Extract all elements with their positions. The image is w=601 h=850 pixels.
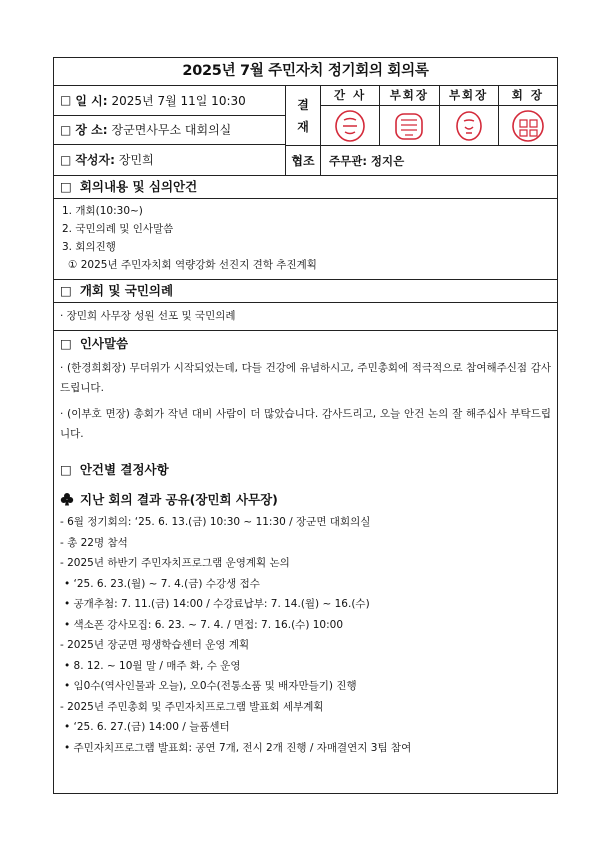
club-icon bbox=[60, 492, 74, 506]
greeting-item: · (이부호 면장) 총회가 작년 대비 사람이 더 많았습니다. 감사드리고, 오늘 안건 논의 잘 해주십사 부탁드립니다. bbox=[60, 408, 551, 440]
greeting-body bbox=[54, 358, 557, 444]
document-title: 2025년 7월 주민자치 정기회의 회의록 bbox=[54, 58, 557, 86]
agenda-heading-text: 회의내용 및 심의안건 bbox=[79, 179, 198, 194]
approval-table bbox=[286, 86, 557, 146]
agenda-item: 1. 개회(10:30~) bbox=[62, 205, 143, 217]
approver-role: 회 장 bbox=[499, 86, 557, 106]
decision-line: - 2025년 하반기 주민자치프로그램 운영계획 논의 bbox=[60, 557, 290, 569]
agenda-list bbox=[54, 199, 557, 280]
approver-role: 부회장 bbox=[440, 86, 498, 106]
opening-heading-text: 개회 및 국민의례 bbox=[79, 283, 174, 298]
meta-info bbox=[54, 86, 286, 175]
greeting-heading bbox=[54, 333, 557, 355]
decision-line: • 주민자치프로그램 발표회: 공연 7개, 전시 2개 진행 / 자매결연지 3팀 참여 bbox=[64, 741, 412, 754]
date-label: 일 시: bbox=[75, 93, 108, 108]
cooperation-row bbox=[286, 146, 557, 175]
author-value: 장민희 bbox=[118, 153, 154, 168]
decision-line: • ‘25. 6. 23.(월) ~ 7. 4.(금) 수강생 접수 bbox=[64, 577, 260, 590]
checkbox-glyph: □ bbox=[60, 283, 72, 298]
checkbox-glyph: □ bbox=[60, 179, 72, 194]
seal-stamp bbox=[499, 106, 557, 145]
cooperation-label: 협조 bbox=[286, 146, 321, 175]
decision-line: - 6월 정기회의: ‘25. 6. 13.(금) 10:30 ~ 11:30 / 장군면 대회의실 bbox=[60, 516, 371, 528]
author-label: 작성자: bbox=[75, 153, 115, 168]
opening-line: · 장민희 사무장 성원 선포 및 국민의례 bbox=[54, 303, 557, 331]
approver-role: 간 사 bbox=[321, 86, 379, 106]
decision-line: • ‘25. 6. 27.(금) 14:00 / 늘품센터 bbox=[64, 721, 230, 733]
approver-vice-2 bbox=[440, 86, 499, 145]
decisions-heading bbox=[54, 460, 557, 478]
approver-secretary bbox=[321, 86, 380, 145]
decision-line: • 8. 12. ~ 10월 말 / 매주 화, 수 운영 bbox=[64, 659, 241, 672]
checkbox-glyph: □ bbox=[60, 93, 72, 108]
place-value: 장군면사무소 대회의실 bbox=[111, 123, 232, 138]
decision-line: - 2025년 주민총회 및 주민자치프로그램 발표회 세부계획 bbox=[60, 700, 324, 713]
greeting-heading-text: 인사말씀 bbox=[79, 336, 129, 351]
agenda-item: 2. 국민의례 및 인사말씀 bbox=[62, 223, 174, 235]
approver-vice-1 bbox=[380, 86, 439, 145]
decisions-heading-text: 안건별 결정사항 bbox=[79, 462, 169, 477]
greeting-item: · (한경희회장) 무더위가 시작되었는데, 다들 건강에 유념하시고, 주민총회에 적극적으로 참여해주신점 감사드립니다. bbox=[60, 362, 551, 394]
date-value: 2025년 7월 11일 10:30 bbox=[111, 93, 246, 108]
checkbox-glyph: □ bbox=[60, 152, 72, 167]
checkbox-glyph: □ bbox=[60, 462, 72, 477]
seal-stamp bbox=[380, 106, 438, 145]
author-row bbox=[54, 145, 285, 175]
decision-line: • 임0수(역사인물과 오늘), 오0수(전통소품 및 배자만들기) 진행 bbox=[64, 680, 357, 692]
decision-lines bbox=[54, 512, 557, 758]
agenda-sub-item: ① 2025년 주민자치회 역량강화 선진지 견학 추진계획 bbox=[68, 259, 317, 271]
seal-stamp bbox=[440, 106, 498, 145]
cooperation-value: 주무관: 정지은 bbox=[329, 153, 405, 168]
checkbox-glyph: □ bbox=[60, 336, 72, 351]
place-row bbox=[54, 116, 285, 146]
place-label: 장 소: bbox=[75, 123, 108, 138]
decision-line: - 총 22명 참석 bbox=[60, 536, 128, 549]
approval-panel bbox=[286, 86, 557, 175]
checkbox-glyph: □ bbox=[60, 122, 72, 137]
decisions-subheading-text: 지난 회의 결과 공유(장민희 사무장) bbox=[80, 492, 278, 507]
seal-stamp bbox=[321, 106, 379, 145]
minutes-document bbox=[53, 57, 558, 794]
approver-president bbox=[499, 86, 557, 145]
agenda-heading bbox=[54, 176, 557, 199]
decision-line: • 색소폰 강사모집: 6. 23. ~ 7. 4. / 면접: 7. 16.(수) 10:00 bbox=[64, 618, 344, 631]
date-row bbox=[54, 86, 285, 116]
approver-role: 부회장 bbox=[380, 86, 438, 106]
approval-label-top: 결 bbox=[297, 97, 309, 112]
approval-label-bottom: 재 bbox=[297, 119, 309, 134]
decision-line: - 2025년 장군면 평생학습센터 운영 계획 bbox=[60, 639, 250, 651]
meta-block bbox=[54, 86, 557, 176]
agenda-item: 3. 회의진행 bbox=[62, 241, 116, 253]
decisions-subheading bbox=[54, 490, 557, 508]
approval-label bbox=[286, 86, 321, 145]
opening-heading bbox=[54, 280, 557, 303]
decision-line: • 공개추첨: 7. 11.(금) 14:00 / 수강료납부: 7. 14.(월) ~ 16.(수) bbox=[64, 598, 370, 610]
